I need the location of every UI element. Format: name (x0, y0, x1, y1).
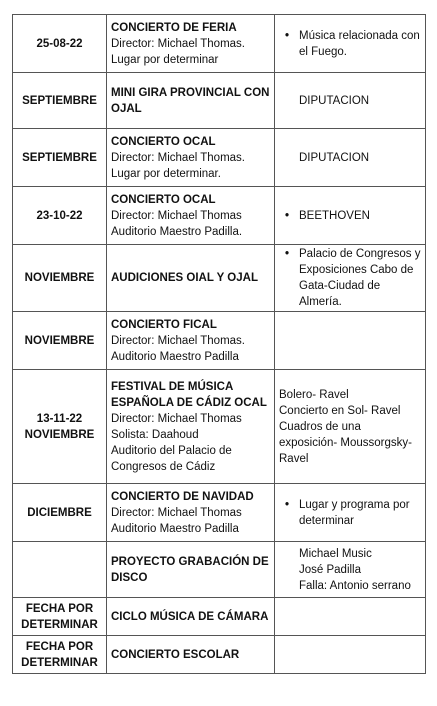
schedule-row (13, 484, 426, 542)
schedule-row (13, 73, 426, 129)
event-cell (107, 73, 275, 129)
event-cell (107, 129, 275, 187)
event-title: CONCIERTO DE NAVIDAD (111, 490, 254, 503)
event-title: CICLO MÚSICA DE CÁMARA (111, 610, 269, 623)
event-detail: Auditorio Maestro Padilla (111, 350, 239, 363)
schedule-row (13, 370, 426, 484)
schedule-row (13, 636, 426, 674)
event-title: CONCIERTO DE FERIA (111, 21, 237, 34)
date-text: NOVIEMBRE (24, 428, 95, 441)
date-text: FECHA POR (25, 640, 94, 653)
notes-cell (275, 484, 426, 542)
event-detail: Auditorio Maestro Padilla. (111, 225, 243, 238)
notes-cell (275, 370, 426, 484)
schedule-row (13, 245, 426, 312)
event-detail: Director: Michael Thomas. (111, 37, 245, 50)
note-text: Concierto en Sol- Ravel (279, 404, 401, 417)
date-text: SEPTIEMBRE (22, 94, 97, 107)
event-detail: Auditorio Maestro Padilla (111, 522, 239, 535)
date-cell (13, 370, 107, 484)
event-cell (107, 312, 275, 370)
event-title: MINI GIRA PROVINCIAL CON OJAL (111, 86, 270, 115)
bullet-note: • Música relacionada con el Fuego. (279, 28, 421, 60)
note-text: Bolero- Ravel (279, 388, 349, 401)
event-title: FESTIVAL DE MÚSICA ESPAÑOLA DE CÁDIZ OCAL (111, 380, 267, 409)
notes-cell (275, 73, 426, 129)
concert-schedule-table (12, 14, 426, 674)
date-cell (13, 598, 107, 636)
date-cell (13, 187, 107, 245)
event-title: AUDICIONES OIAL Y OJAL (111, 272, 258, 284)
event-detail: Auditorio del Palacio de Congresos de Cádiz (111, 444, 232, 473)
schedule-row (13, 129, 426, 187)
schedule-row (13, 598, 426, 636)
date-cell (13, 129, 107, 187)
bullet-note: • Lugar y programa por determinar (279, 497, 421, 529)
date-text: NOVIEMBRE (24, 334, 95, 347)
event-title: CONCIERTO OCAL (111, 193, 216, 206)
date-cell (13, 245, 107, 312)
schedule-row (13, 15, 426, 73)
date-cell (13, 73, 107, 129)
notes-cell (275, 598, 426, 636)
notes-cell (275, 636, 426, 674)
event-cell (107, 636, 275, 674)
date-text: 13-11-22 (36, 412, 83, 425)
date-cell (13, 636, 107, 674)
notes-cell (275, 245, 426, 312)
event-detail: Solista: Daahoud (111, 428, 199, 441)
event-cell (107, 598, 275, 636)
note-text: DIPUTACION (299, 94, 370, 107)
event-detail: Lugar por determinar. (111, 167, 221, 180)
event-cell (107, 15, 275, 73)
date-text: NOVIEMBRE (24, 272, 95, 284)
date-text: DICIEMBRE (27, 506, 92, 519)
date-text: SEPTIEMBRE (22, 151, 97, 164)
date-text: 25-08-22 (36, 37, 83, 50)
event-cell (107, 187, 275, 245)
event-detail: Director: Michael Thomas (111, 412, 242, 425)
event-detail: Lugar por determinar (111, 53, 219, 66)
event-detail: Director: Michael Thomas. (111, 334, 245, 347)
schedule-body (13, 15, 426, 674)
date-text: DETERMINAR (21, 656, 98, 669)
schedule-row (13, 312, 426, 370)
note-text: Cuadros de una exposición- Moussorgsky-Ravel (279, 420, 412, 465)
event-cell (107, 245, 275, 312)
event-detail: Director: Michael Thomas. (111, 151, 245, 164)
note-text: José Padilla (299, 563, 362, 576)
date-cell (13, 15, 107, 73)
schedule-row (13, 187, 426, 245)
date-cell (13, 312, 107, 370)
date-text: DETERMINAR (21, 618, 98, 631)
schedule-row (13, 542, 426, 598)
note-text: Falla: Antonio serrano (299, 579, 411, 592)
date-cell (13, 484, 107, 542)
event-cell (107, 542, 275, 598)
event-title: CONCIERTO ESCOLAR (111, 648, 240, 661)
date-text: 23-10-22 (36, 209, 83, 222)
event-title: CONCIERTO FICAL (111, 318, 217, 331)
notes-cell (275, 129, 426, 187)
notes-cell (275, 187, 426, 245)
notes-cell (275, 542, 426, 598)
date-cell (13, 542, 107, 598)
event-detail: Director: Michael Thomas (111, 209, 242, 222)
notes-cell (275, 15, 426, 73)
event-title: CONCIERTO OCAL (111, 135, 216, 148)
event-cell (107, 484, 275, 542)
bullet-note: • BEETHOVEN (279, 208, 421, 224)
event-detail: Director: Michael Thomas (111, 506, 242, 519)
event-cell (107, 370, 275, 484)
note-text: Michael Music (299, 547, 372, 560)
date-text: FECHA POR (25, 602, 94, 615)
notes-cell (275, 312, 426, 370)
note-text: DIPUTACION (299, 151, 370, 164)
bullet-note: • Palacio de Congresos y Exposiciones Cabo de Gata-Ciudad de Almería. (279, 246, 421, 310)
event-title: PROYECTO GRABACIÓN DE DISCO (111, 555, 269, 584)
